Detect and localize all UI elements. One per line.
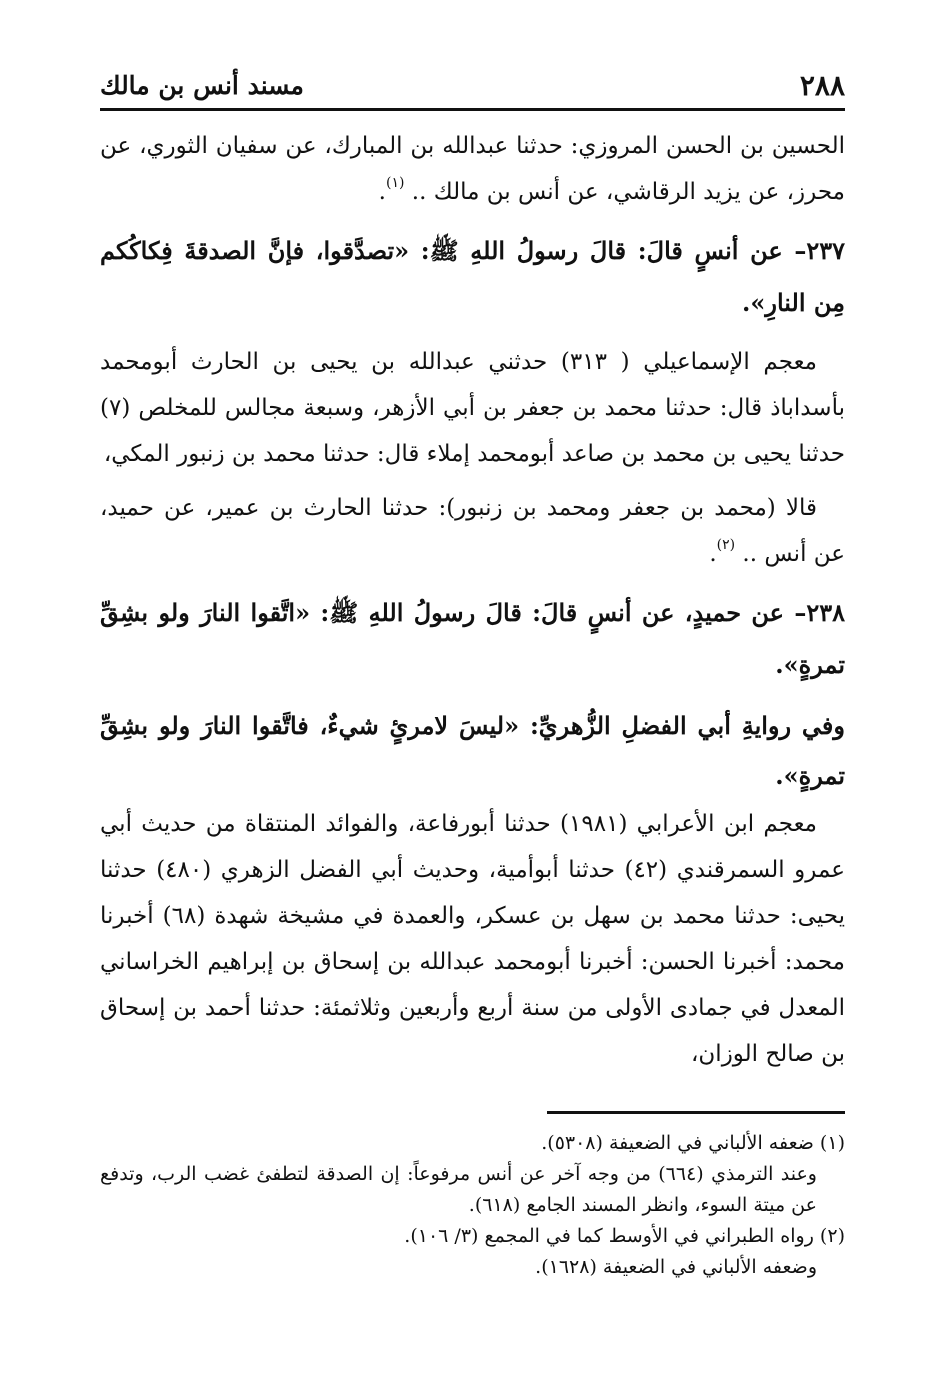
footnote-1: (١) ضعفه الألباني في الضعيفة (٥٣٠٨). (541, 1132, 845, 1154)
paragraph-sources-238: معجم ابن الأعرابي (١٩٨١) حدثنا أبورفاعة، والفوائد المنتقاة من حديث أبي عمرو السمرقندي (٤٢) حدثنا أبوأمية، وحديث أبي الفضل الزهري (٤٨٠) حدثنا يحيى: حدثنا محمد بن سهل بن عسكر، والعمدة في مشيخة شهدة (٦٨) أخبرنا محمد: أخبرنا الحسن: أخبرنا أبومحمد عبدالله بن إسحاق بن إبراهيم الخراساني المعدل في جمادى الأولى من سنة أربع وأربعين وثلاثمئة: حدثنا أحمد بن إسحاق بن صالح الوزان، (100, 811, 846, 1067)
footnote-2-continuation: وضعفه الألباني في الضعيفة (١٦٢٨). (535, 1256, 817, 1278)
hadith-238: ٢٣٨– عن حميدٍ، عن أنسٍ قالَ: قالَ رسولُ اللهِ ﷺ: «اتَّقوا النارَ ولو بشِقِّ تمرةٍ». (100, 598, 845, 679)
hadith-237: ٢٣٧– عن أنسٍ قالَ: قالَ رسولُ اللهِ ﷺ: «تصدَّقوا، فإنَّ الصدقةَ فِكاكُكم مِن النارِ». (100, 236, 845, 317)
page-header (100, 60, 845, 111)
page-number: ٢٨٨ (799, 69, 845, 102)
book-page (100, 60, 845, 1283)
paragraph-isnad-1: الحسين بن الحسن المروزي: حدثنا عبدالله بن المبارك، عن سفيان الثوري، عن محرز، عن يزيد الرقاشي، عن أنس بن مالك .. $^{(١)}$. (100, 133, 845, 205)
footnote-ref-1: (١) (385, 175, 405, 191)
footnote-1-continuation: وعند الترمذي (٦٦٤) من وجه آخر عن أنس مرفوعاً: إن الصدقة لتطفئ غضب الرب، وتدفع عن ميتة السوء، وانظر المسند الجامع (٦١٨). (100, 1163, 817, 1216)
running-title: مسند أنس بن مالك (100, 71, 304, 100)
footnote-divider (547, 1111, 845, 1114)
footnote-2: (٢) رواه الطبراني في الأوسط كما في المجمع (٣/ ١٠٦). (404, 1225, 845, 1247)
main-text (100, 123, 845, 1077)
footnotes (100, 1128, 845, 1283)
narration-zuhri: وفي روايةِ أبي الفضلِ الزُّهريِّ: «ليسَ لامرئٍ شيءٌ، فاتَّقوا النارَ ولو بشِقِّ تمرةٍ». (100, 711, 845, 790)
paragraph-sources-237: معجم الإسماعيلي ( ٣١٣) حدثني عبدالله بن يحيى بن الحارث أبومحمد بأسداباذ قال: حدثنا محمد بن جعفر بن أبي الأزهر، وسبعة مجالس للمخلص (٧) حدثنا يحيى بن محمد بن صاعد أبومحمد إملاء قال: حدثنا محمد بن زنبور المكي، (100, 349, 845, 467)
footnote-ref-2: (٢) (716, 537, 736, 553)
paragraph-isnad-2: قالا (محمد بن جعفر ومحمد بن زنبور): حدثنا الحارث بن عمير، عن حميد، عن أنس .. $^{(٢)}$. (100, 495, 845, 567)
